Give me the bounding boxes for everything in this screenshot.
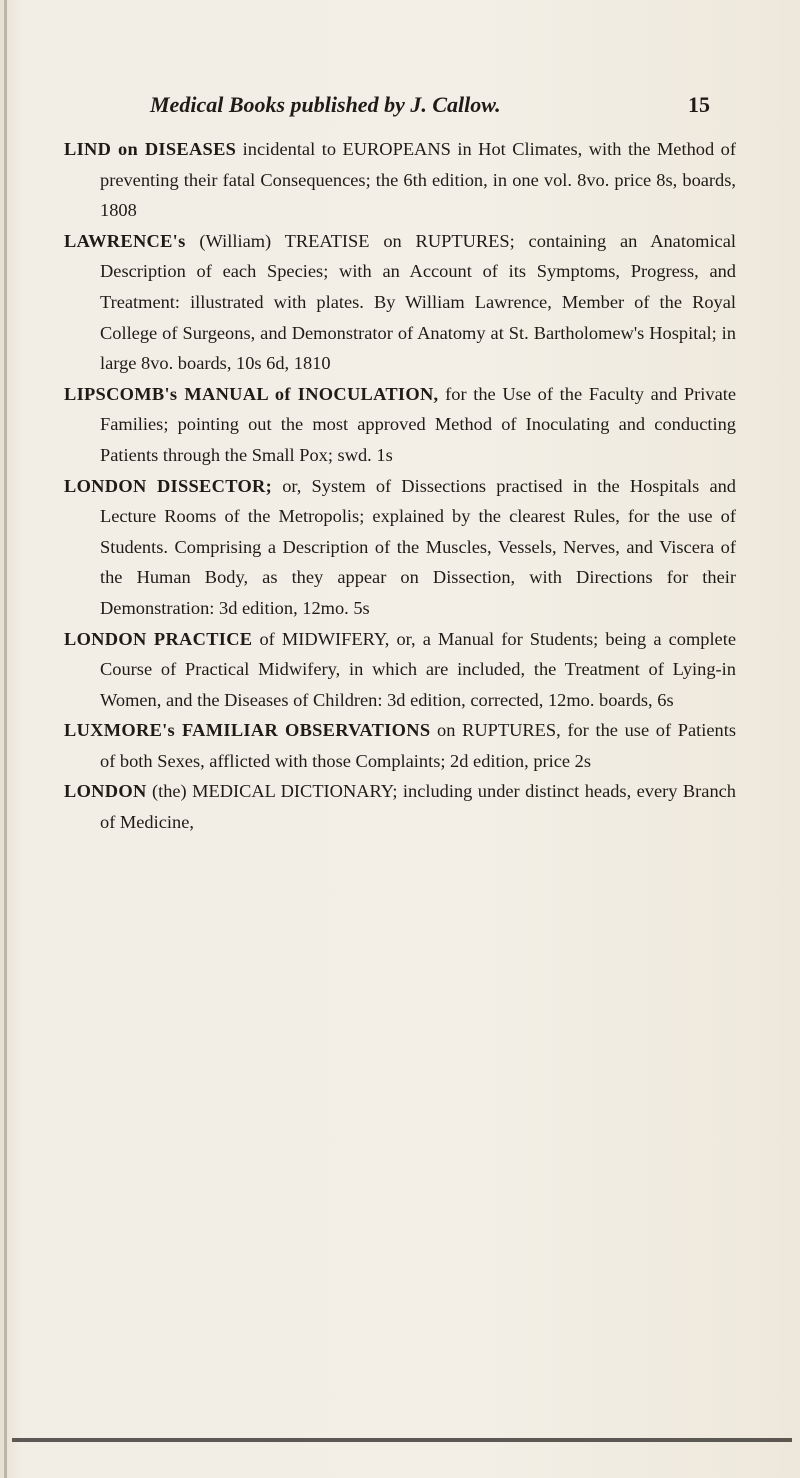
catalogue-entry-medical-dictionary <box>64 776 736 837</box>
entry-heading: LAWRENCE's <box>64 230 186 251</box>
catalogue-entry-london-practice <box>64 624 736 716</box>
catalogue-entry-luxmore <box>64 715 736 776</box>
catalogue-entry-lind <box>64 134 736 226</box>
running-title: Medical Books published by J. Callow. <box>150 92 501 117</box>
entry-text: or, System of Dissections practised in the Hospitals and Lecture Rooms of the Metropolis; explained by the clearest Rules, for the use of Students. Comprising a Description of the Muscles, Vessels, Nerves, and Viscera of the Human Body, as they appear on Dissection, with Directions for their Demonstration: 3d edition, 12mo. 5s <box>100 475 736 618</box>
entry-text: (the) MEDICAL DICTIONARY; including under distinct heads, every Branch of Medicine, <box>100 781 736 833</box>
entry-heading: LUXMORE's FAMILIAR OBSERVATIONS <box>64 720 431 741</box>
bottom-rule <box>12 1438 792 1442</box>
entry-text: incidental to EUROPEANS in Hot Climates, with the Method of preventing their fatal Consequences; the 6th edition, in one vol. 8vo. price 8s, boards, 1808 <box>100 139 736 221</box>
catalogue-entry-london-dissector <box>64 471 736 624</box>
entry-heading: LIND on DISEASES <box>64 139 237 159</box>
entry-text: (William) TREATISE on RUPTURES; containing an Anatomical Description of each Species; with an Account of its Symptoms, Progress, and Treatment: illustrated with plates. By William Lawrence, Member of the Royal College of Surgeons, and Demonstrator of Anatomy at St. Bartholomew's Hospital; in large 8vo. boards, 10s 6d, 1810 <box>100 230 736 374</box>
entry-heading: LONDON PRACTICE <box>64 628 253 649</box>
entry-heading: LONDON <box>64 781 147 802</box>
entry-text: of MIDWIFERY, or, a Manual for Students; being a complete Course of Practical Midwifery, in which are included, the Treatment of Lying-in Women, and the Diseases of Children: 3d edition, corrected, 12mo. boards, 6s <box>100 628 736 710</box>
running-header <box>150 92 710 128</box>
catalogue-entries <box>64 134 736 838</box>
entry-text: for the Use of the Faculty and Private Families; pointing out the most approved Method of Inoculating and conducting Patients through the Small Pox; swd. 1s <box>100 383 737 465</box>
entry-heading: LONDON DISSECTOR; <box>64 475 273 496</box>
catalogue-entry-lipscomb <box>64 379 736 471</box>
page-edge-shadow <box>4 0 7 1478</box>
page-number: 15 <box>688 92 710 117</box>
catalogue-entry-lawrence <box>64 226 736 379</box>
entry-text: on RUPTURES, for the use of Patients of both Sexes, afflicted with those Complaints; 2d edition, price 2s <box>100 720 737 771</box>
entry-heading: LIPSCOMB's MANUAL of INOCULATION, <box>64 383 439 404</box>
